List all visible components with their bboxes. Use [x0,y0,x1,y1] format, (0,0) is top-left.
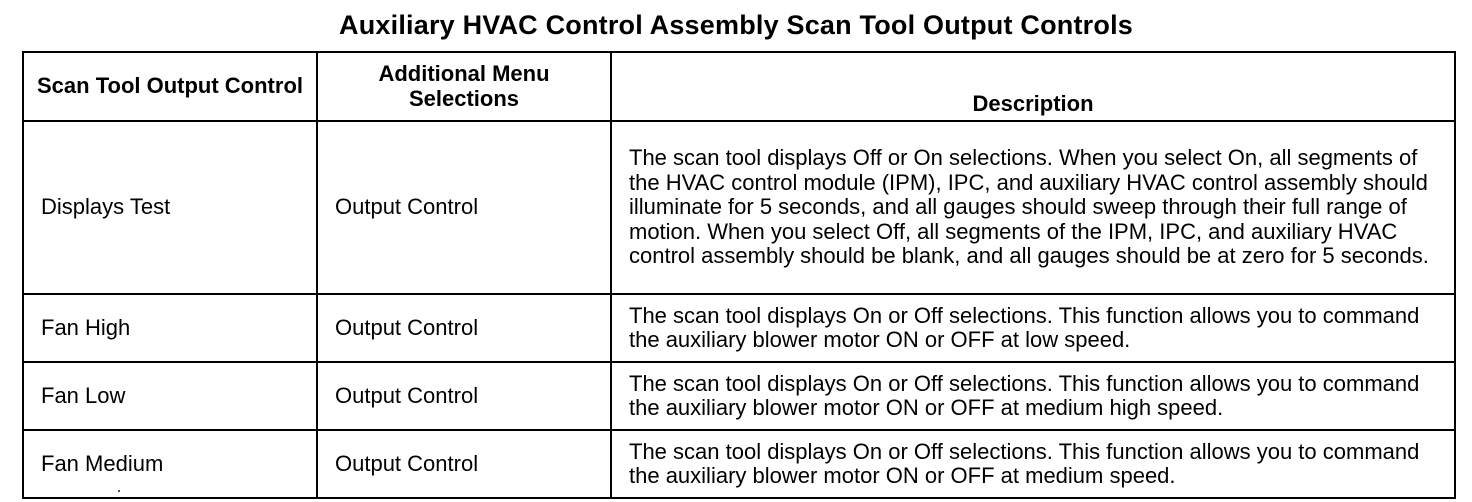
control-cell: Displays Test [23,121,317,294]
table-row [23,121,1455,294]
table-header-row [23,52,1455,121]
header-description: Description [611,52,1455,121]
header-scan-tool-output-control: Scan Tool Output Control [23,52,317,121]
output-controls-table [22,51,1456,499]
table-row [23,430,1455,498]
description-cell: The scan tool displays On or Off selections. This function allows you to command the auxiliary blower motor ON or OFF at low speed. [611,294,1455,362]
description-cell: The scan tool displays On or Off selections. This function allows you to command the auxiliary blower motor ON or OFF at medium high speed. [611,362,1455,430]
menu-cell: Output Control [317,121,611,294]
page-title: Auxiliary HVAC Control Assembly Scan Tool Output Controls [339,10,1133,40]
menu-cell: Output Control [317,294,611,362]
control-cell: Fan High [23,294,317,362]
control-cell: Fan Low [23,362,317,430]
description-cell: The scan tool displays On or Off selections. This function allows you to command the auxiliary blower motor ON or OFF at medium speed. [611,430,1455,498]
description-cell: The scan tool displays Off or On selections. When you select On, all segments of the HVAC control module (IPM), IPC, and auxiliary HVAC control assembly should illuminate for 5 seconds, and all gauges should sweep through their full range of motion. When you select Off, all segments of the IPM, IPC, and auxiliary HVAC control assembly should be blank, and all gauges should be at zero for 5 seconds. [611,121,1455,294]
menu-cell: Output Control [317,362,611,430]
header-additional-menu-selections: Additional Menu Selections [317,52,611,121]
control-cell: Fan Medium [23,430,317,498]
table-row [23,294,1455,362]
menu-cell: Output Control [317,430,611,498]
scan-artifact-dot [118,490,120,492]
table-row [23,362,1455,430]
